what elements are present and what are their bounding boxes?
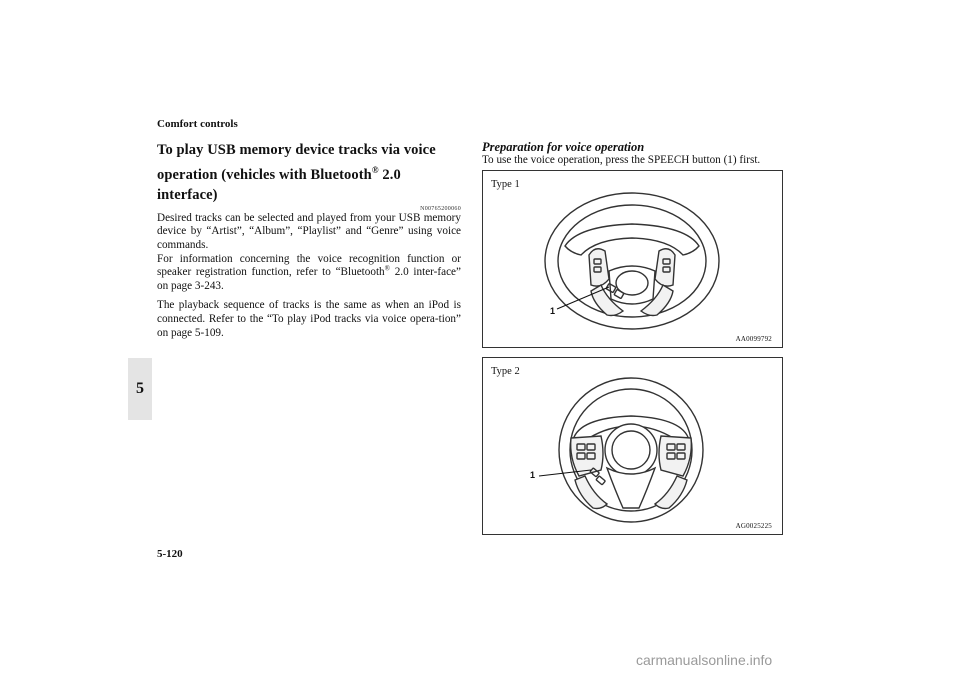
figure-code: AA0099792 — [735, 335, 772, 343]
figure-type-1 — [482, 170, 783, 348]
callout-number: 1 — [530, 470, 536, 480]
title-line-1: To play USB memory device tracks via voice — [157, 142, 436, 158]
registered-mark: ® — [384, 264, 390, 273]
reference-code: N00765200060 — [420, 205, 461, 212]
title-line-2-post: 2.0 interface) — [157, 166, 401, 203]
paragraph-intro — [157, 212, 461, 294]
right-column — [482, 140, 782, 167]
figure-label: Type 2 — [491, 366, 520, 377]
paragraph-playback: The playback sequence of tracks is the same as when an iPod is connected. Refer to the “To play iPod tracks via voice opera-tion” on page 5-109. — [157, 299, 461, 339]
figure-label: Type 1 — [491, 179, 520, 190]
title-line-2-pre: operation (vehicles with Bluetooth — [157, 166, 372, 183]
section-header: Comfort controls — [157, 118, 238, 130]
paragraph-intro-a: Desired tracks can be selected and played from your USB memory device by “Artist”, “Album”, “Playlist” and “Genre” using voice commands. — [157, 211, 461, 252]
section-title — [157, 140, 461, 205]
steering-wheel-type-1-illustration — [483, 171, 782, 347]
paragraph-intro-b-pre: For information concerning the voice recognition function or speaker registration function, refer to “Bluetooth — [157, 252, 461, 279]
callout-number: 1 — [550, 306, 556, 316]
chapter-tab: 5 — [128, 358, 152, 420]
figure-type-2 — [482, 357, 783, 535]
left-column — [157, 140, 461, 340]
page-number: 5-120 — [157, 548, 183, 560]
intro-text: To use the voice operation, press the SPEECH button (1) first. — [482, 154, 761, 166]
steering-wheel-type-2-illustration — [483, 358, 782, 534]
figure-code: AG0025225 — [735, 522, 772, 530]
watermark-text: carmanualsonline.info — [636, 652, 773, 668]
registered-mark: ® — [371, 165, 379, 175]
paragraph-intro-b-post: 2.0 inter-face” on page 3-243. — [157, 266, 461, 292]
subheading: Preparation for voice operation — [482, 140, 645, 154]
